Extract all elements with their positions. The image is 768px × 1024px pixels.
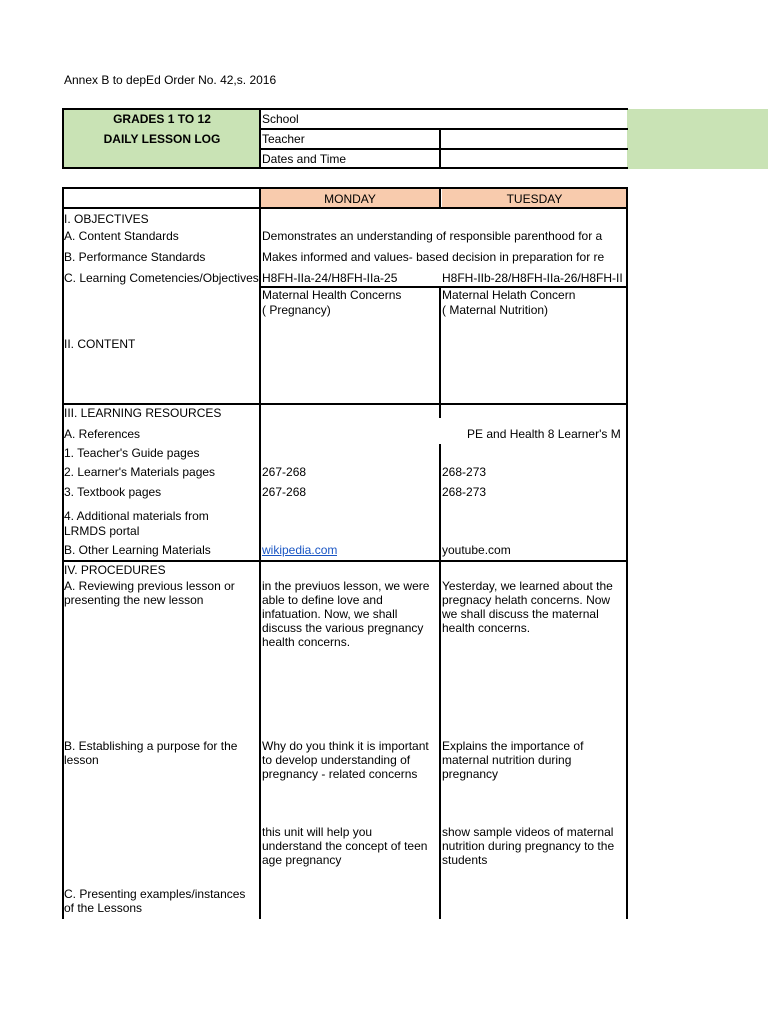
header-green-fill	[627, 109, 768, 169]
school-value-cell[interactable]	[441, 110, 627, 128]
establishing-purpose-tuesday-1: Explains the importance of maternal nutrition during pregnancy	[442, 739, 584, 781]
references-label: A. References	[64, 427, 141, 441]
presenting-examples-label: C. Presenting examples/instances of the Lessons	[64, 887, 246, 915]
competencies-label: C. Learning Cometencies/Objectives	[64, 271, 259, 285]
performance-standards-value: Makes informed and values- based decision in preparation for re	[262, 250, 605, 264]
teachers-guide-label: 1. Teacher's Guide pages	[64, 446, 200, 460]
establishing-purpose-label: B. Establishing a purpose for the lesson	[64, 739, 238, 767]
reviewing-lesson-monday: in the previuos lesson, we were able to define love and infatuation. Now, we shall discuss the various pregnancy health concerns.	[262, 579, 430, 649]
header-divider-1	[260, 128, 628, 130]
table-resources-top	[62, 403, 628, 405]
establishing-purpose-monday-2: this unit will help you understand the concept of teen age pregnancy	[262, 825, 428, 867]
content-heading: II. CONTENT	[64, 337, 136, 351]
table-day-header-bottom	[62, 207, 628, 209]
header-border-left	[62, 108, 64, 169]
grades-label: GRADES 1 TO 12	[113, 112, 211, 126]
table-divider-v2b	[439, 286, 441, 418]
content-standards-label: A. Content Standards	[64, 229, 179, 243]
performance-standards-label: B. Performance Standards	[64, 250, 206, 264]
competencies-monday: H8FH-IIa-24/H8FH-IIa-25	[262, 271, 398, 285]
learners-materials-tuesday: 268-273	[442, 465, 487, 479]
header-border-bottom	[62, 167, 628, 169]
content-monday-line2: ( Pregnancy)	[262, 303, 331, 317]
content-tuesday-line2: ( Maternal Nutrition)	[442, 303, 549, 317]
references-value: PE and Health 8 Learner's M	[467, 427, 621, 441]
other-materials-tuesday: youtube.com	[442, 543, 511, 557]
learners-materials-label: 2. Learner's Materials pages	[64, 465, 216, 479]
textbook-monday: 267-268	[262, 485, 307, 499]
header-border-top	[62, 108, 628, 110]
wikipedia-link[interactable]: wikipedia.com	[262, 543, 338, 557]
learners-materials-monday: 267-268	[262, 465, 307, 479]
header-divider-v1	[259, 108, 261, 169]
daily-lesson-log-label: DAILY LESSON LOG	[103, 132, 221, 146]
textbook-label: 3. Textbook pages	[64, 485, 162, 499]
other-materials-label: B. Other Learning Materials	[64, 543, 211, 557]
dates-time-label: Dates and Time	[262, 152, 347, 166]
monday-header: MONDAY	[324, 192, 376, 206]
resources-heading: III. LEARNING RESOURCES	[64, 406, 222, 420]
header-divider-2	[260, 148, 628, 150]
table-divider-v1	[259, 187, 261, 919]
school-label: School	[262, 112, 299, 126]
reviewing-lesson-tuesday: Yesterday, we learned about the pregnacy helath concerns. Now we shall discuss the maternal health concerns.	[442, 579, 613, 635]
tuesday-header: TUESDAY	[506, 192, 563, 206]
teacher-value-cell[interactable]	[441, 129, 627, 148]
table-procedures-top	[62, 560, 628, 562]
content-tuesday-line1: Maternal Helath Concern	[442, 288, 576, 302]
header-divider-v2	[439, 128, 441, 169]
table-divider-v2a	[439, 187, 441, 209]
textbook-tuesday: 268-273	[442, 485, 487, 499]
establishing-purpose-tuesday-2: show sample videos of maternal nutrition during pregnancy to the students	[442, 825, 615, 867]
content-standards-value: Demonstrates an understanding of responsible parenthood for a	[262, 229, 603, 243]
objectives-heading: I. OBJECTIVES	[64, 212, 149, 226]
content-monday-line1: Maternal Health Concerns	[262, 288, 402, 302]
table-border-right	[626, 187, 628, 919]
dates-value-cell[interactable]	[441, 149, 627, 168]
additional-materials-label-line1: 4. Additional materials from	[64, 509, 209, 523]
table-divider-v2c	[439, 444, 441, 919]
annex-title: Annex B to depEd Order No. 42,s. 2016	[64, 73, 277, 87]
establishing-purpose-monday-1: Why do you think it is important to develop understanding of pregnancy - related concerns	[262, 739, 429, 781]
reviewing-lesson-label: A. Reviewing previous lesson or presenting the new lesson	[64, 579, 235, 607]
procedures-heading: IV. PROCEDURES	[64, 563, 166, 577]
teacher-label: Teacher	[262, 132, 305, 146]
competencies-tuesday: H8FH-IIb-28/H8FH-IIa-26/H8FH-II	[442, 271, 623, 285]
additional-materials-label-line2: LRMDS portal	[64, 524, 140, 538]
table-border-top	[62, 187, 628, 189]
